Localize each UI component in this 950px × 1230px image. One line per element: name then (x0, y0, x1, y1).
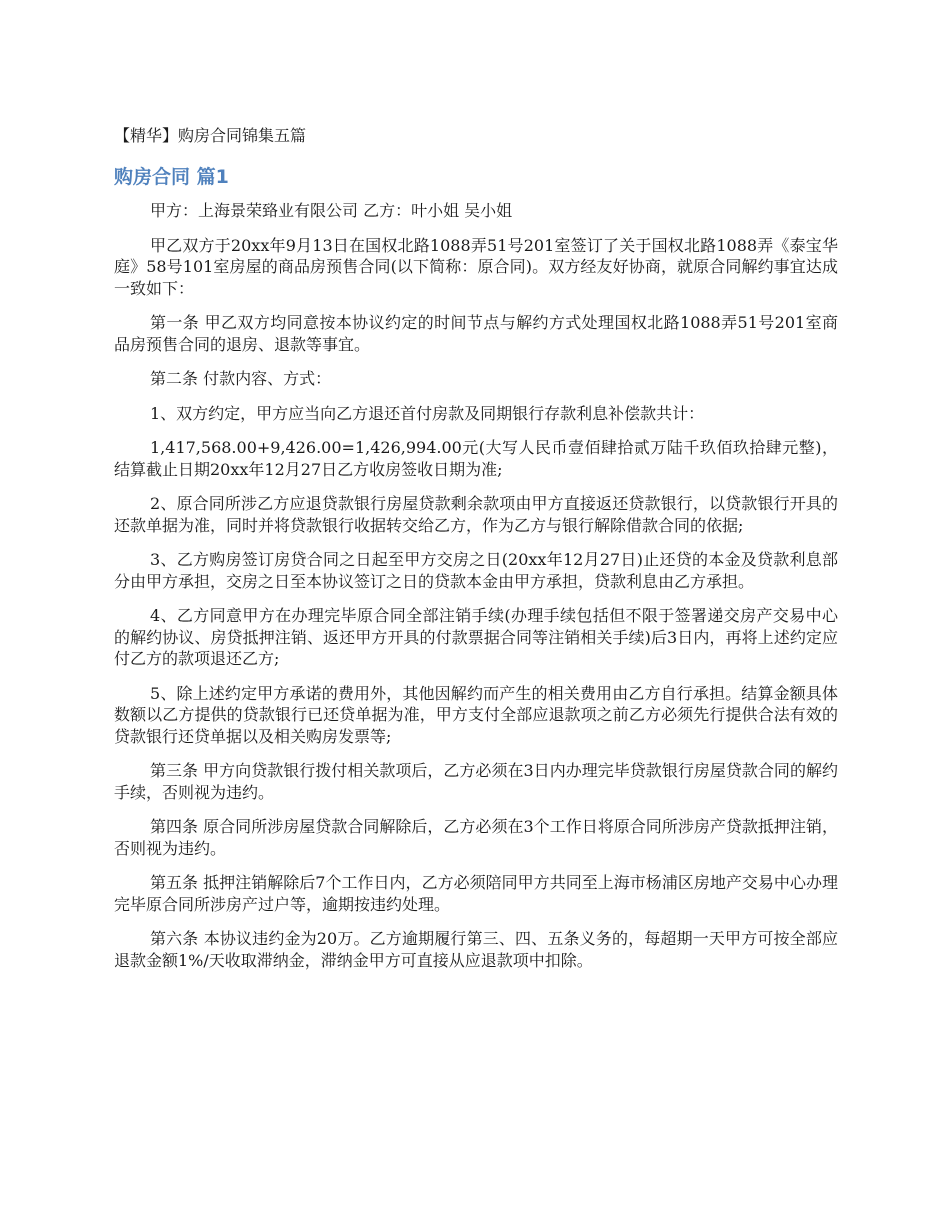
paragraph-parties: 甲方：上海景荣臵业有限公司 乙方：叶小姐 吴小姐 (150, 201, 513, 220)
paragraph-article-6: 第六条 本协议违约金为20万。乙方逾期履行第三、四、五条义务的，每超期一天甲方可按全部应退款金额1%/天收取滞纳金，滞纳金甲方可直接从应退款项中扣除。 (114, 929, 838, 970)
paragraph-article-3: 第三条 甲方向贷款银行拨付相关款项后，乙方必须在3日内办理完毕贷款银行房屋贷款合同的解约手续，否则视为违约。 (114, 761, 838, 802)
paragraph-article-2: 第二条 付款内容、方式： (150, 369, 332, 388)
paragraph-article-1: 第一条 甲乙双方均同意按本协议约定的时间节点与解约方式处理国权北路1088弄51号201室商品房预售合同的退房、退款等事宜。 (114, 313, 838, 354)
paragraph-clause-5: 5、除上述约定甲方承诺的费用外，其他因解约而产生的相关费用由乙方自行承担。结算金额具体数额以乙方提供的贷款银行已还贷单据为准，甲方支付全部应退款项之前乙方必须先行提供合法有效的贷款银行还贷单据以及相关购房发票等; (114, 683, 838, 746)
paragraph-clause-4: 4、乙方同意甲方在办理完毕原合同全部注销手续(办理手续包括但不限于签署递交房产交易中心的解约协议、房贷抵押注销、返还甲方开具的付款票据合同等注销相关手续)后3日内，再将上述约定应付乙方的款项退还乙方; (114, 606, 838, 668)
document-title: 【精华】购房合同锦集五篇 (114, 126, 307, 145)
section-heading: 购房合同 篇1 (114, 166, 229, 188)
paragraph-preamble: 甲乙双方于20xx年9月13日在国权北路1088弄51号201室签订了关于国权北路1088弄《泰宝华庭》58号101室房屋的商品房预售合同(以下简称：原合同)。双方经友好协商，就原合同解约事宜达成一致如下： (114, 235, 838, 298)
paragraph-clause-1: 1、双方约定，甲方应当向乙方退还首付房款及同期银行存款利息补偿款共计： (150, 403, 705, 423)
paragraph-clause-1-amount: 1,417,568.00+9,426.00=1,426,994.00元(大写人民币壹佰肆拾贰万陆千玖佰玖拾肆元整)，结算截止日期20xx年12月27日乙方收房签收日期为准; (114, 438, 838, 479)
document-page (114, 123, 838, 984)
paragraph-clause-2: 2、原合同所涉乙方应退贷款银行房屋贷款剩余款项由甲方直接返还贷款银行，以贷款银行开具的还款单据为准，同时并将贷款银行收据转交给乙方，作为乙方与银行解除借款合同的依据; (114, 494, 838, 535)
paragraph-article-4: 第四条 原合同所涉房屋贷款合同解除后，乙方必须在3个工作日将原合同所涉房产贷款抵押注销，否则视为违约。 (114, 817, 838, 858)
paragraph-clause-3: 3、乙方购房签订房贷合同之日起至甲方交房之日(20xx年12月27日)止还贷的本金及贷款利息部分由甲方承担，交房之日至本协议签订之日的贷款本金由甲方承担，贷款利息由乙方承担。 (114, 550, 838, 591)
paragraph-article-5: 第五条 抵押注销解除后7个工作日内，乙方必须陪同甲方共同至上海市杨浦区房地产交易中心办理完毕原合同所涉房产过户等，逾期按违约处理。 (114, 873, 838, 914)
